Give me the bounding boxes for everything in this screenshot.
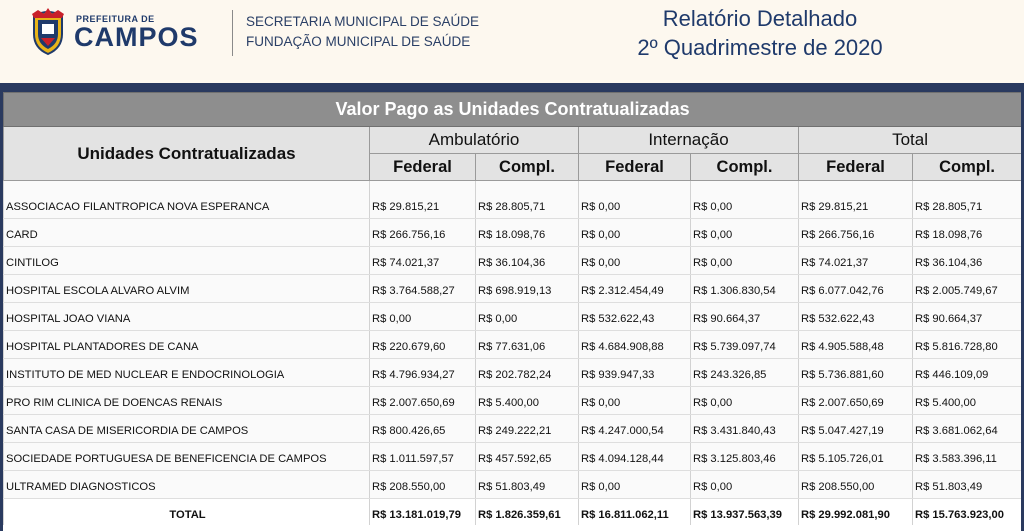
org-line-1: SECRETARIA MUNICIPAL DE SAÚDE (246, 14, 480, 29)
table-row (4, 443, 1022, 471)
table-row (4, 219, 1022, 247)
unit-name-cell: HOSPITAL ESCOLA ALVARO ALVIM (4, 275, 370, 303)
value-cell: R$ 74.021,37 (799, 247, 913, 275)
total-cell: R$ 13.181.019,79 (370, 499, 476, 525)
subheader-federal: Federal (799, 154, 913, 181)
unit-name-cell: ULTRAMED DIAGNOSTICOS (4, 471, 370, 499)
value-cell: R$ 18.098,76 (476, 219, 579, 247)
value-cell: R$ 4.684.908,88 (579, 331, 691, 359)
group-header-ambulatorio: Ambulatório (370, 127, 579, 154)
table-row (4, 181, 1022, 219)
subheader-compl: Compl. (913, 154, 1022, 181)
value-cell: R$ 36.104,36 (913, 247, 1022, 275)
value-cell: R$ 446.109,09 (913, 359, 1022, 387)
org-line-2: FUNDAÇÃO MUNICIPAL DE SAÚDE (246, 34, 471, 49)
total-cell: R$ 16.811.062,11 (579, 499, 691, 525)
table-row (4, 471, 1022, 499)
value-cell: R$ 5.736.881,60 (799, 359, 913, 387)
total-label: TOTAL (4, 499, 370, 525)
value-cell: R$ 800.426,65 (370, 415, 476, 443)
report-header (0, 0, 1024, 82)
value-cell: R$ 5.400,00 (476, 387, 579, 415)
value-cell: R$ 266.756,16 (370, 219, 476, 247)
value-cell: R$ 4.796.934,27 (370, 359, 476, 387)
total-cell: R$ 29.992.081,90 (799, 499, 913, 525)
table-row (4, 331, 1022, 359)
value-cell: R$ 5.105.726,01 (799, 443, 913, 471)
value-cell: R$ 3.583.396,11 (913, 443, 1022, 471)
payments-table (3, 92, 1021, 525)
value-cell: R$ 939.947,33 (579, 359, 691, 387)
value-cell: R$ 4.094.128,44 (579, 443, 691, 471)
unit-name-cell: HOSPITAL PLANTADORES DE CANA (4, 331, 370, 359)
table-row (4, 247, 1022, 275)
unit-name-cell: SOCIEDADE PORTUGUESA DE BENEFICENCIA DE CAMPOS (4, 443, 370, 471)
unit-name-cell: CARD (4, 219, 370, 247)
table-container (3, 92, 1021, 531)
value-cell: R$ 18.098,76 (913, 219, 1022, 247)
header-divider (232, 10, 233, 56)
value-cell: R$ 220.679,60 (370, 331, 476, 359)
value-cell: R$ 208.550,00 (370, 471, 476, 499)
table-row (4, 387, 1022, 415)
value-cell: R$ 4.905.588,48 (799, 331, 913, 359)
subheader-federal: Federal (579, 154, 691, 181)
value-cell: R$ 28.805,71 (913, 181, 1022, 219)
value-cell: R$ 243.326,85 (691, 359, 799, 387)
value-cell: R$ 74.021,37 (370, 247, 476, 275)
value-cell: R$ 202.782,24 (476, 359, 579, 387)
total-row (4, 499, 1022, 525)
value-cell: R$ 90.664,37 (913, 303, 1022, 331)
value-cell: R$ 2.005.749,67 (913, 275, 1022, 303)
total-cell: R$ 1.826.359,61 (476, 499, 579, 525)
table-row (4, 303, 1022, 331)
value-cell: R$ 532.622,43 (579, 303, 691, 331)
value-cell: R$ 29.815,21 (799, 181, 913, 219)
unit-name-cell: CINTILOG (4, 247, 370, 275)
value-cell: R$ 51.803,49 (476, 471, 579, 499)
prefeitura-logo (28, 6, 208, 58)
value-cell: R$ 51.803,49 (913, 471, 1022, 499)
value-cell: R$ 249.222,21 (476, 415, 579, 443)
value-cell: R$ 1.306.830,54 (691, 275, 799, 303)
unit-name-cell: PRO RIM CLINICA DE DOENCAS RENAIS (4, 387, 370, 415)
value-cell: R$ 2.007.650,69 (370, 387, 476, 415)
value-cell: R$ 5.400,00 (913, 387, 1022, 415)
value-cell: R$ 0,00 (579, 219, 691, 247)
value-cell: R$ 90.664,37 (691, 303, 799, 331)
report-period: 2º Quadrimestre de 2020 (637, 35, 883, 60)
value-cell: R$ 0,00 (691, 247, 799, 275)
unit-name-cell: SANTA CASA DE MISERICORDIA DE CAMPOS (4, 415, 370, 443)
value-cell: R$ 0,00 (476, 303, 579, 331)
logo-small-text: PREFEITURA DE (76, 14, 155, 24)
value-cell: R$ 2.007.650,69 (799, 387, 913, 415)
value-cell: R$ 1.011.597,57 (370, 443, 476, 471)
value-cell: R$ 0,00 (691, 219, 799, 247)
value-cell: R$ 36.104,36 (476, 247, 579, 275)
value-cell: R$ 0,00 (691, 181, 799, 219)
report-title: Relatório Detalhado (662, 6, 858, 31)
total-cell: R$ 13.937.563,39 (691, 499, 799, 525)
value-cell: R$ 532.622,43 (799, 303, 913, 331)
value-cell: R$ 0,00 (579, 181, 691, 219)
table-row (4, 415, 1022, 443)
value-cell: R$ 29.815,21 (370, 181, 476, 219)
value-cell: R$ 3.681.062,64 (913, 415, 1022, 443)
subheader-compl: Compl. (476, 154, 579, 181)
value-cell: R$ 0,00 (579, 247, 691, 275)
unit-name-cell: HOSPITAL JOAO VIANA (4, 303, 370, 331)
unit-name-cell: INSTITUTO DE MED NUCLEAR E ENDOCRINOLOGIA (4, 359, 370, 387)
organization-block (246, 12, 479, 52)
municipal-crest-icon (28, 6, 68, 56)
value-cell: R$ 28.805,71 (476, 181, 579, 219)
value-cell: R$ 5.816.728,80 (913, 331, 1022, 359)
unit-name-cell: ASSOCIACAO FILANTROPICA NOVA ESPERANCA (4, 181, 370, 219)
table-body (4, 181, 1022, 499)
group-header-internacao: Internação (579, 127, 799, 154)
unit-column-header: Unidades Contratualizadas (4, 127, 370, 181)
value-cell: R$ 6.077.042,76 (799, 275, 913, 303)
group-header-total: Total (799, 127, 1022, 154)
table-title: Valor Pago as Unidades Contratualizadas (4, 93, 1022, 127)
value-cell: R$ 5.739.097,74 (691, 331, 799, 359)
value-cell: R$ 0,00 (691, 471, 799, 499)
value-cell: R$ 3.764.588,27 (370, 275, 476, 303)
total-cell: R$ 15.763.923,00 (913, 499, 1022, 525)
value-cell: R$ 208.550,00 (799, 471, 913, 499)
subheader-federal: Federal (370, 154, 476, 181)
subheader-compl: Compl. (691, 154, 799, 181)
value-cell: R$ 77.631,06 (476, 331, 579, 359)
value-cell: R$ 3.125.803,46 (691, 443, 799, 471)
value-cell: R$ 0,00 (579, 387, 691, 415)
value-cell: R$ 0,00 (579, 471, 691, 499)
report-title-block (560, 4, 960, 62)
table-row (4, 359, 1022, 387)
value-cell: R$ 2.312.454,49 (579, 275, 691, 303)
value-cell: R$ 266.756,16 (799, 219, 913, 247)
table-row (4, 275, 1022, 303)
value-cell: R$ 0,00 (691, 387, 799, 415)
value-cell: R$ 0,00 (370, 303, 476, 331)
value-cell: R$ 698.919,13 (476, 275, 579, 303)
value-cell: R$ 3.431.840,43 (691, 415, 799, 443)
value-cell: R$ 5.047.427,19 (799, 415, 913, 443)
value-cell: R$ 457.592,65 (476, 443, 579, 471)
value-cell: R$ 4.247.000,54 (579, 415, 691, 443)
table-frame (0, 83, 1024, 531)
logo-big-text: CAMPOS (74, 22, 199, 52)
